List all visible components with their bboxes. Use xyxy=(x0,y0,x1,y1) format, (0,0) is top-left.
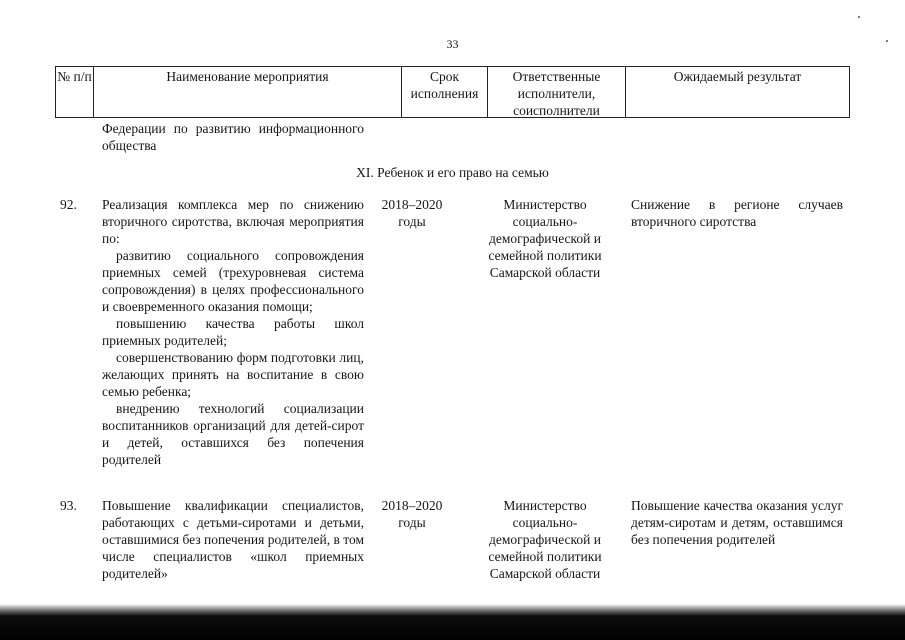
header-responsible: Ответственные исполнители, соисполнители xyxy=(488,67,626,117)
row-term: 2018–2020 годы xyxy=(381,498,443,530)
scan-edge-bar xyxy=(0,604,905,640)
page-number: 33 xyxy=(446,37,459,51)
continuation-text: Федерации по развитию информационного общества xyxy=(102,121,364,153)
row-responsible: Министерство социально-демографической и семейной политики Самарской области xyxy=(488,498,602,581)
row-result: Снижение в регионе случаев вторичного сиротства xyxy=(631,197,843,229)
name-line: Реализация комплекса мер по снижению вторичного сиротства, включая мероприятия по: xyxy=(102,197,364,246)
name-line: Повышение квалификации специалистов, работающих с детьми-сиротами и детьми, оставшимися без попечения родителей, в том числе специалистов «школ приемных родителей» xyxy=(102,498,365,581)
row-number: 93. xyxy=(60,498,77,513)
header-name: Наименование мероприятия xyxy=(94,67,402,117)
name-line: развитию социального сопровождения приемных семей (трехуровневая система сопровождения) в целях профессионального и своевременного оказания помощи; xyxy=(102,248,364,314)
name-line: повышению качества работы школ приемных родителей; xyxy=(102,316,364,348)
scan-speck xyxy=(886,40,888,42)
table-header xyxy=(55,66,850,118)
header-result: Ожидаемый результат xyxy=(626,67,850,117)
scan-speck xyxy=(858,16,860,18)
name-line: совершенствованию форм подготовки лиц, желающих принять на воспитание в свою семью ребенка; xyxy=(102,350,364,399)
header-number: № п/п xyxy=(56,67,94,117)
row-name xyxy=(102,497,364,582)
row-result: Повышение качества оказания услуг детям-сиротам и детям, оставшимся без попечения родителей xyxy=(631,498,843,547)
name-line: внедрению технологий социализации воспитанников организаций для детей-сирот и детей, оставшихся без попечения родителей xyxy=(102,401,364,467)
section-title: XI. Ребенок и его право на семью xyxy=(356,165,549,180)
row-name xyxy=(102,196,364,468)
row-term: 2018–2020 годы xyxy=(381,197,443,229)
header-term: Срок исполнения xyxy=(402,67,488,117)
row-number: 92. xyxy=(60,197,77,212)
row-responsible: Министерство социально-демографической и семейной политики Самарской области xyxy=(488,197,602,280)
